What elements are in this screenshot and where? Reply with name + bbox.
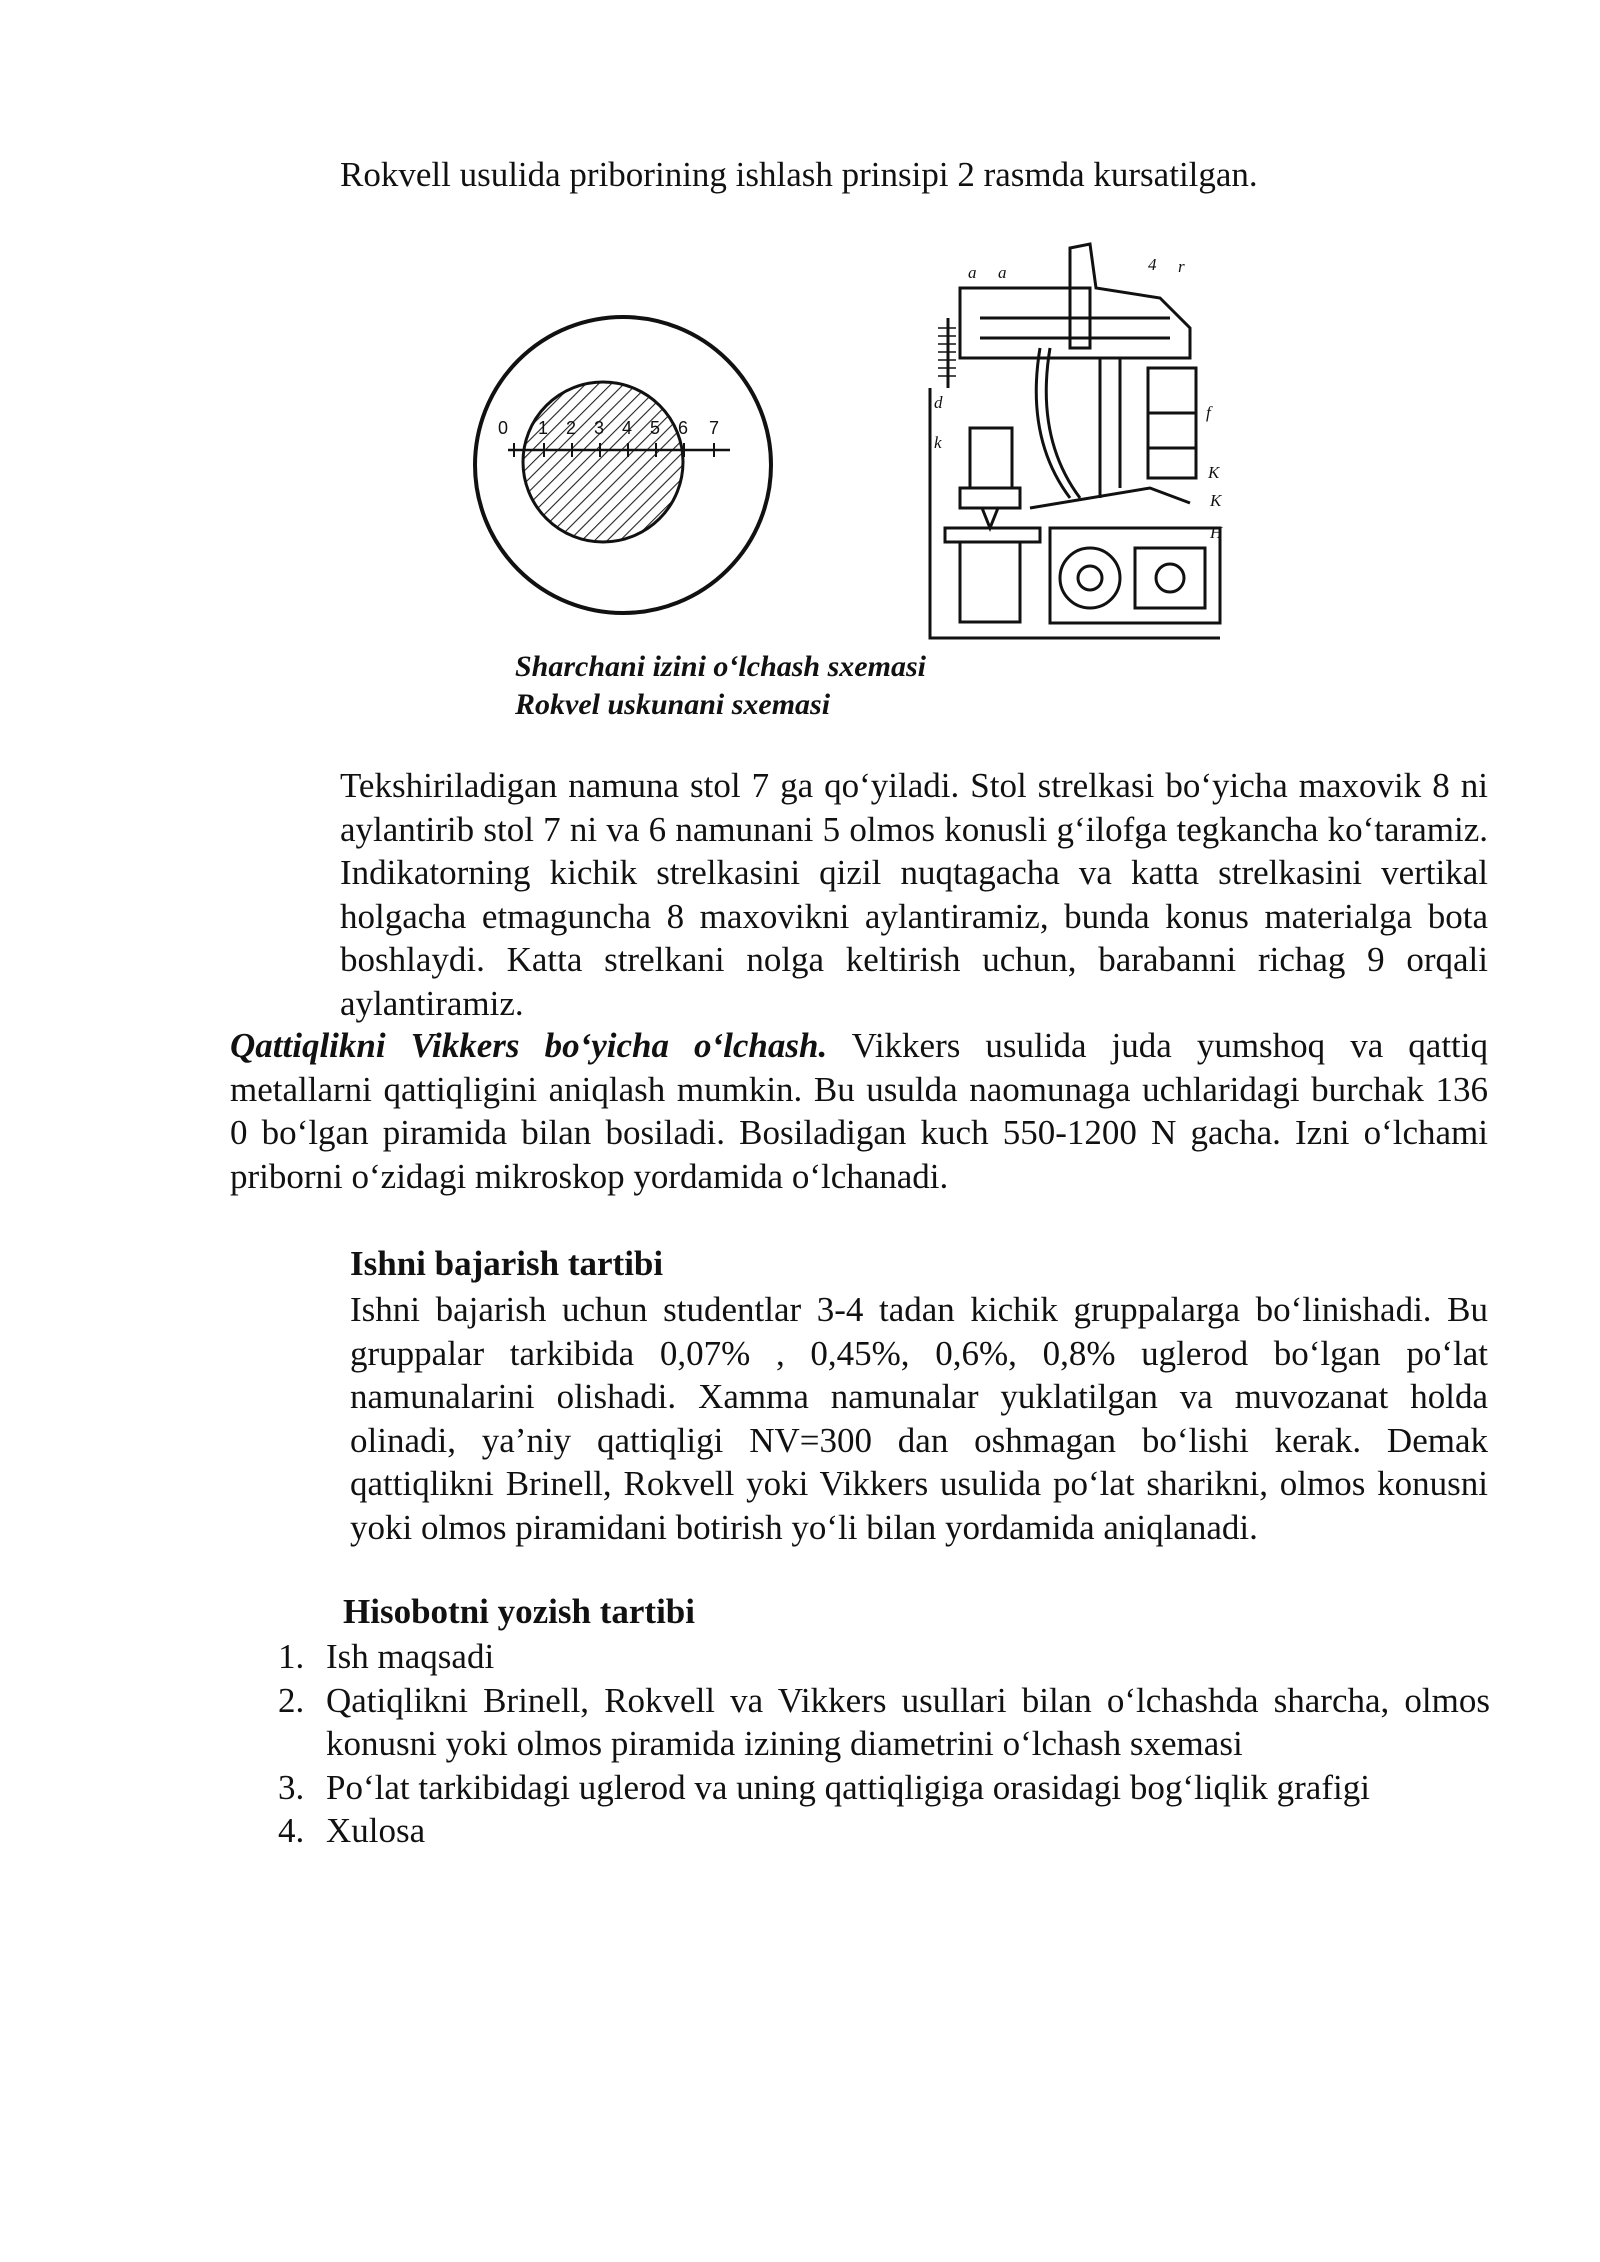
machine-label: f (1206, 403, 1211, 422)
heading-report-order: Hisobotni yozish tartibi (343, 1592, 695, 1631)
figure-captions (515, 648, 926, 724)
list-text: Qatiqlikni Brinell, Rokvell va Vikkers usullari bilan o‘lchashda sharcha, olmos konusni yoki olmos piramida izining diametrini o‘lchash sxemasi (326, 1680, 1490, 1763)
scale-label: 1 (538, 418, 549, 438)
scale-label: 4 (622, 418, 633, 438)
scale-label: 5 (650, 418, 661, 438)
list-text: Po‘lat tarkibidagi uglerod va uning qattiqligiga orasidagi bog‘liqlik grafigi (326, 1767, 1370, 1807)
vickers-text: Vikkers usulida juda yumshoq va qattiq metallarni qattiqligini aniqlash mumkin. Bu usulda naomunaga uchlaridagi burchak 136 0 bo‘lgan piramida bilan bosiladi. Bosiladigan kuch 550-1200 N gacha. Izni o‘lchami priborni o‘zidagi mikroskop yordamida o‘lchanadi. (230, 1026, 1488, 1196)
list-item (228, 1809, 1490, 1853)
caption-line-1: Sharchani izini o‘lchash sxemasi (515, 650, 926, 683)
machine-label: a (968, 263, 977, 282)
paragraph-work-order (230, 1288, 1488, 1549)
list-number: 2. (278, 1680, 305, 1720)
list-item (228, 1679, 1490, 1766)
machine-label: K (1210, 491, 1222, 510)
indent-circle (523, 382, 683, 542)
paragraph-vickers (230, 1024, 1488, 1198)
machine-label: H (1210, 523, 1223, 542)
machine-label: a (998, 263, 1007, 282)
scale-label: 0 (498, 418, 509, 438)
machine-label: r (1178, 257, 1185, 276)
machine-label: K (1208, 463, 1220, 482)
vickers-heading: Qattiqlikni Vikkers bo‘yicha o‘lchash. (230, 1026, 828, 1065)
paragraph-text: Tekshiriladigan namuna stol 7 ga qo‘yiladi. Stol strelkasi bo‘yicha maxovik 8 ni aylantirib stol 7 ni va 6 namunani 5 olmos konusli g‘ilofga tegkancha ko‘taramiz. Indikatorning kichik strelkasini qizil nuqtagacha va katta strelkasini vertikal holgacha etmaguncha 8 maxovikni aylantiramiz, bunda konus materialga bota boshlaydi. Katta strelkani nolga keltirish uchun, barabanni richag 9 orqali aylantiramiz. (340, 766, 1488, 1023)
machine-label: d (934, 393, 943, 412)
rockwell-machine-figure (920, 238, 1238, 648)
list-text: Ish maqsadi (326, 1637, 495, 1676)
list-number: 4. (278, 1811, 305, 1850)
scale-label: 7 (709, 418, 720, 438)
paragraph-text: Ishni bajarish uchun studentlar 3-4 tadan kichik gruppalarga bo‘linishadi. Bu gruppalar tarkibida 0,07% , 0,45%, 0,6%, 0,8% uglerod bo‘lgan po‘lat namunalarini olishadi. Xamma namunalar yuklatilgan va muvozanat holda olinadi, ya’niy qattiqligi NV=300 dan oshmagan bo‘lishi kerak. Demak qattiqlikni Brinell, Rokvell yoki Vikkers usulida po‘lat sharikni, olmos konusni yoki olmos piramidani botirish yo‘li bilan yordamida aniqlanadi. (350, 1290, 1488, 1547)
scale-label: 3 (594, 418, 605, 438)
list-item (228, 1635, 1490, 1679)
heading-work-order: Ishni bajarish tartibi (350, 1244, 664, 1283)
list-text: Xulosa (326, 1811, 426, 1850)
scale-label: 2 (566, 418, 577, 438)
list-number: 1. (278, 1637, 305, 1676)
report-items-list (228, 1635, 1490, 1853)
paragraph-procedure (230, 764, 1488, 1025)
indentation-measurement-figure (468, 310, 778, 620)
list-number: 3. (278, 1767, 305, 1807)
scale-label: 6 (678, 418, 689, 438)
caption-line-2: Rokvel uskunani sxemasi (515, 688, 831, 721)
machine-label: 4 (1148, 255, 1157, 274)
intro-sentence: Rokvell usulida priborining ishlash prinsipi 2 rasmda kursatilgan. (340, 155, 1258, 194)
list-item (228, 1766, 1490, 1810)
machine-label: k (934, 433, 942, 452)
